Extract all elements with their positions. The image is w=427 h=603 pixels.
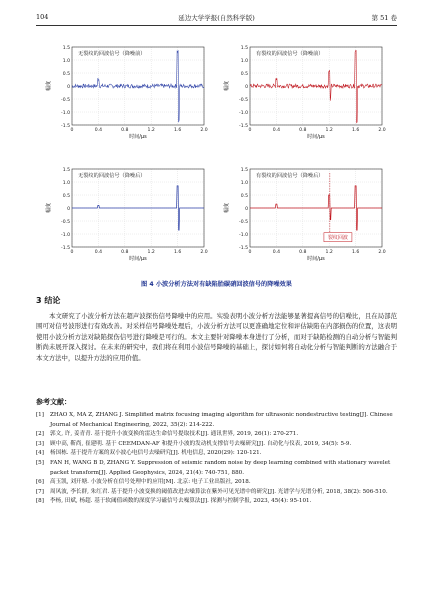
reference-number: [8] xyxy=(36,498,44,505)
x-tick-label: 2.0 xyxy=(200,250,208,255)
journal-title: 延边大学学报(自然科学版) xyxy=(178,14,255,22)
chart-panel-4 xyxy=(220,155,392,275)
x-tick-label: 1.2 xyxy=(147,128,155,133)
reference-number: [5] xyxy=(36,459,44,466)
page-header xyxy=(36,11,397,26)
y-tick-label: -0.5 xyxy=(239,97,248,103)
x-tick-label: 2.0 xyxy=(378,250,386,255)
page-number: 104 xyxy=(36,13,49,21)
reference-number: [7] xyxy=(36,488,44,495)
y-tick-label: 1.5 xyxy=(240,45,248,51)
y-tick-label: 1.0 xyxy=(62,58,70,64)
chart-panel-1 xyxy=(42,33,214,153)
x-axis-label: 时间/μs xyxy=(129,134,147,140)
volume-label: 第 51 卷 xyxy=(371,14,397,22)
x-axis-label: 时间/μs xyxy=(129,256,147,262)
x-tick-label: 2.0 xyxy=(200,128,208,133)
chart-panel-2 xyxy=(220,33,392,153)
y-tick-label: 0 xyxy=(67,84,70,90)
x-tick-label: 1.6 xyxy=(173,250,182,255)
x-tick-label: 1.6 xyxy=(351,128,360,133)
y-tick-label: -1.5 xyxy=(61,123,70,129)
x-tick-label: 0.4 xyxy=(272,250,281,255)
reference-item xyxy=(36,440,397,450)
x-tick-label: 0.4 xyxy=(94,250,103,255)
y-axis-label: 幅度 xyxy=(224,80,230,92)
y-axis-label: 幅度 xyxy=(224,202,230,214)
y-tick-label: -1.5 xyxy=(239,123,248,129)
reference-text: 高玉凯, 刘开塘. 小波分析在信号处理中的应用[M]. 北京: 电子工业出版社, 2018. xyxy=(50,479,251,486)
panel-title: 无裂纹的回波信号（降噪前） xyxy=(78,51,146,57)
reference-text: 李杨, 田斌, 杨超. 基于软阈值函数的深度学习磁信号去噪算法[J]. 探测与控制学报, 2023, 45(4): 95-101. xyxy=(50,498,312,505)
reference-number: [1] xyxy=(36,412,44,418)
reference-item xyxy=(36,449,397,459)
reference-item xyxy=(36,478,397,488)
y-tick-label: 0.5 xyxy=(62,71,70,77)
reference-text: ZHAO X, MA Z, ZHANG J. Simplified matrix focusing imaging algorithm for ultrasonic nondestructive testing[J]. Chinese Journal of Mechanical Engineering, 2022, 35(2): 214-222. xyxy=(50,412,393,428)
y-axis-label: 幅度 xyxy=(46,80,52,92)
x-axis-label: 时间/μs xyxy=(307,134,325,140)
reference-text: 郭文, 许, 姜青青. 基于提升小波变换的雷达生命信号提取技术[J]. 通讯世界, 2019, 26(1): 270-271. xyxy=(50,431,299,438)
x-tick-label: 1.6 xyxy=(173,128,182,133)
y-tick-label: -1.0 xyxy=(239,232,248,238)
conclusion-paragraph: 本文研究了小波分析方法在超声波探伤信号降噪中的应用。实验表明小波分析方法能够显著提高信号的信噪比，且在局部范围可对信号波形进行有效改善。对采样信号降噪处理后，小波分析方法可以更准确地定位和评估缺陷在内部损伤的位置，这表明使用小波分析方法对缺陷探伤信号进行降噪是可行的。本文主要针对降噪本身进行了分析，而对于缺陷检测的自动分析与智能判断尚未展开深入探讨。在未来的研究中，我们将在利用小波信号降噪的基础上，探讨如何将自动化分析与智能判断的方法融合于本文方法中，以提升方法的应用价值。 xyxy=(36,312,397,362)
reference-text: FAN H, WANG B D, ZHANG Y. Suppression of seismic random noise by deep learning combined with stationary wavelet packet transform[J]. Applied Geophysics, 2024, 21(4): 740-751, 880. xyxy=(50,459,391,476)
section-title: 3 结论 xyxy=(36,296,61,305)
x-tick-label: 0 xyxy=(248,250,252,255)
crack-annotation: 裂纹回波 xyxy=(327,235,348,242)
reference-text: 周风波, 李长群, 朱红君. 基于提升小波变换的阈值改进去噪算法在紫外可见光谱中的研究[J]. 光谱学与光谱分析, 2018, 38(2): 506-510. xyxy=(50,488,388,495)
x-tick-label: 0.8 xyxy=(121,128,129,133)
y-tick-label: 1.5 xyxy=(62,45,70,51)
y-tick-label: 0 xyxy=(245,206,248,212)
x-tick-label: 2.0 xyxy=(378,128,386,133)
y-tick-label: 0 xyxy=(245,84,248,90)
reference-item xyxy=(36,459,397,478)
reference-list xyxy=(36,411,397,507)
y-tick-label: -1.0 xyxy=(61,110,70,116)
x-tick-label: 0.4 xyxy=(94,128,103,133)
chart-panel-3 xyxy=(42,155,214,275)
y-axis-label: 幅度 xyxy=(46,202,52,214)
reference-text: 顾中高, 靳尚, 崔建明. 基于 CEEMDAN-AF 和提升小波的发动机支撑信号去噪研究[J]. 自动化与仪表, 2019, 34(5): 5-9. xyxy=(50,440,352,447)
signal-series xyxy=(72,50,204,122)
y-tick-label: 1.0 xyxy=(62,180,70,186)
y-tick-label: 1.5 xyxy=(240,167,248,173)
figure-caption: 图 4 小波分析方法对有缺陷胎碳硝回波信号的降噪效果 xyxy=(141,281,292,288)
y-tick-label: 0.5 xyxy=(240,71,248,77)
x-tick-label: 0.8 xyxy=(299,128,307,133)
x-tick-label: 0 xyxy=(70,128,74,133)
x-tick-label: 0 xyxy=(70,250,74,255)
x-axis-label: 时间/μs xyxy=(307,256,325,262)
reference-text: 杨国栋. 基于提升方案的双小波心电信号去噪研究[J]. 机电信息, 2020(29): 120-121. xyxy=(50,450,262,457)
y-tick-label: 0 xyxy=(67,206,70,212)
x-tick-label: 1.2 xyxy=(325,250,333,255)
reference-item xyxy=(36,497,397,507)
y-tick-label: -0.5 xyxy=(61,97,70,103)
reference-number: [3] xyxy=(36,440,44,447)
reference-item xyxy=(36,430,397,440)
y-tick-label: -1.0 xyxy=(239,110,248,116)
chart-svg-1 xyxy=(42,33,214,153)
y-tick-label: 0.5 xyxy=(62,193,70,199)
y-tick-label: -1.5 xyxy=(61,245,70,251)
x-tick-label: 0.4 xyxy=(272,128,281,133)
y-tick-label: 1.0 xyxy=(240,180,248,186)
y-tick-label: 0.5 xyxy=(240,193,248,199)
chart-svg-3 xyxy=(42,155,214,275)
x-tick-label: 1.2 xyxy=(147,250,155,255)
y-tick-label: 1.5 xyxy=(62,167,70,173)
chart-svg-4 xyxy=(220,155,392,275)
chart-svg-2 xyxy=(220,33,392,153)
reference-number: [4] xyxy=(36,450,44,457)
reference-number: [6] xyxy=(36,479,44,486)
panel-title: 有裂纹的回波信号（降噪后） xyxy=(256,173,324,179)
y-tick-label: -1.0 xyxy=(61,232,70,238)
x-tick-label: 0.8 xyxy=(121,250,129,255)
reference-number: [2] xyxy=(36,431,44,438)
y-tick-label: -0.5 xyxy=(239,219,248,225)
signal-series xyxy=(72,186,204,230)
x-tick-label: 0 xyxy=(248,128,252,133)
references-heading: 参考文献： xyxy=(36,398,71,406)
x-tick-label: 1.2 xyxy=(325,128,333,133)
x-tick-label: 0.8 xyxy=(299,250,307,255)
panel-title: 无裂纹的回波信号（降噪后） xyxy=(78,173,146,179)
panel-title: 有裂纹的回波信号（降噪前） xyxy=(256,51,324,57)
y-tick-label: -1.5 xyxy=(239,245,248,251)
reference-item xyxy=(36,411,397,430)
y-tick-label: 1.0 xyxy=(240,58,248,64)
x-tick-label: 1.6 xyxy=(351,250,360,255)
signal-series xyxy=(250,186,382,230)
reference-item xyxy=(36,488,397,498)
y-tick-label: -0.5 xyxy=(61,219,70,225)
